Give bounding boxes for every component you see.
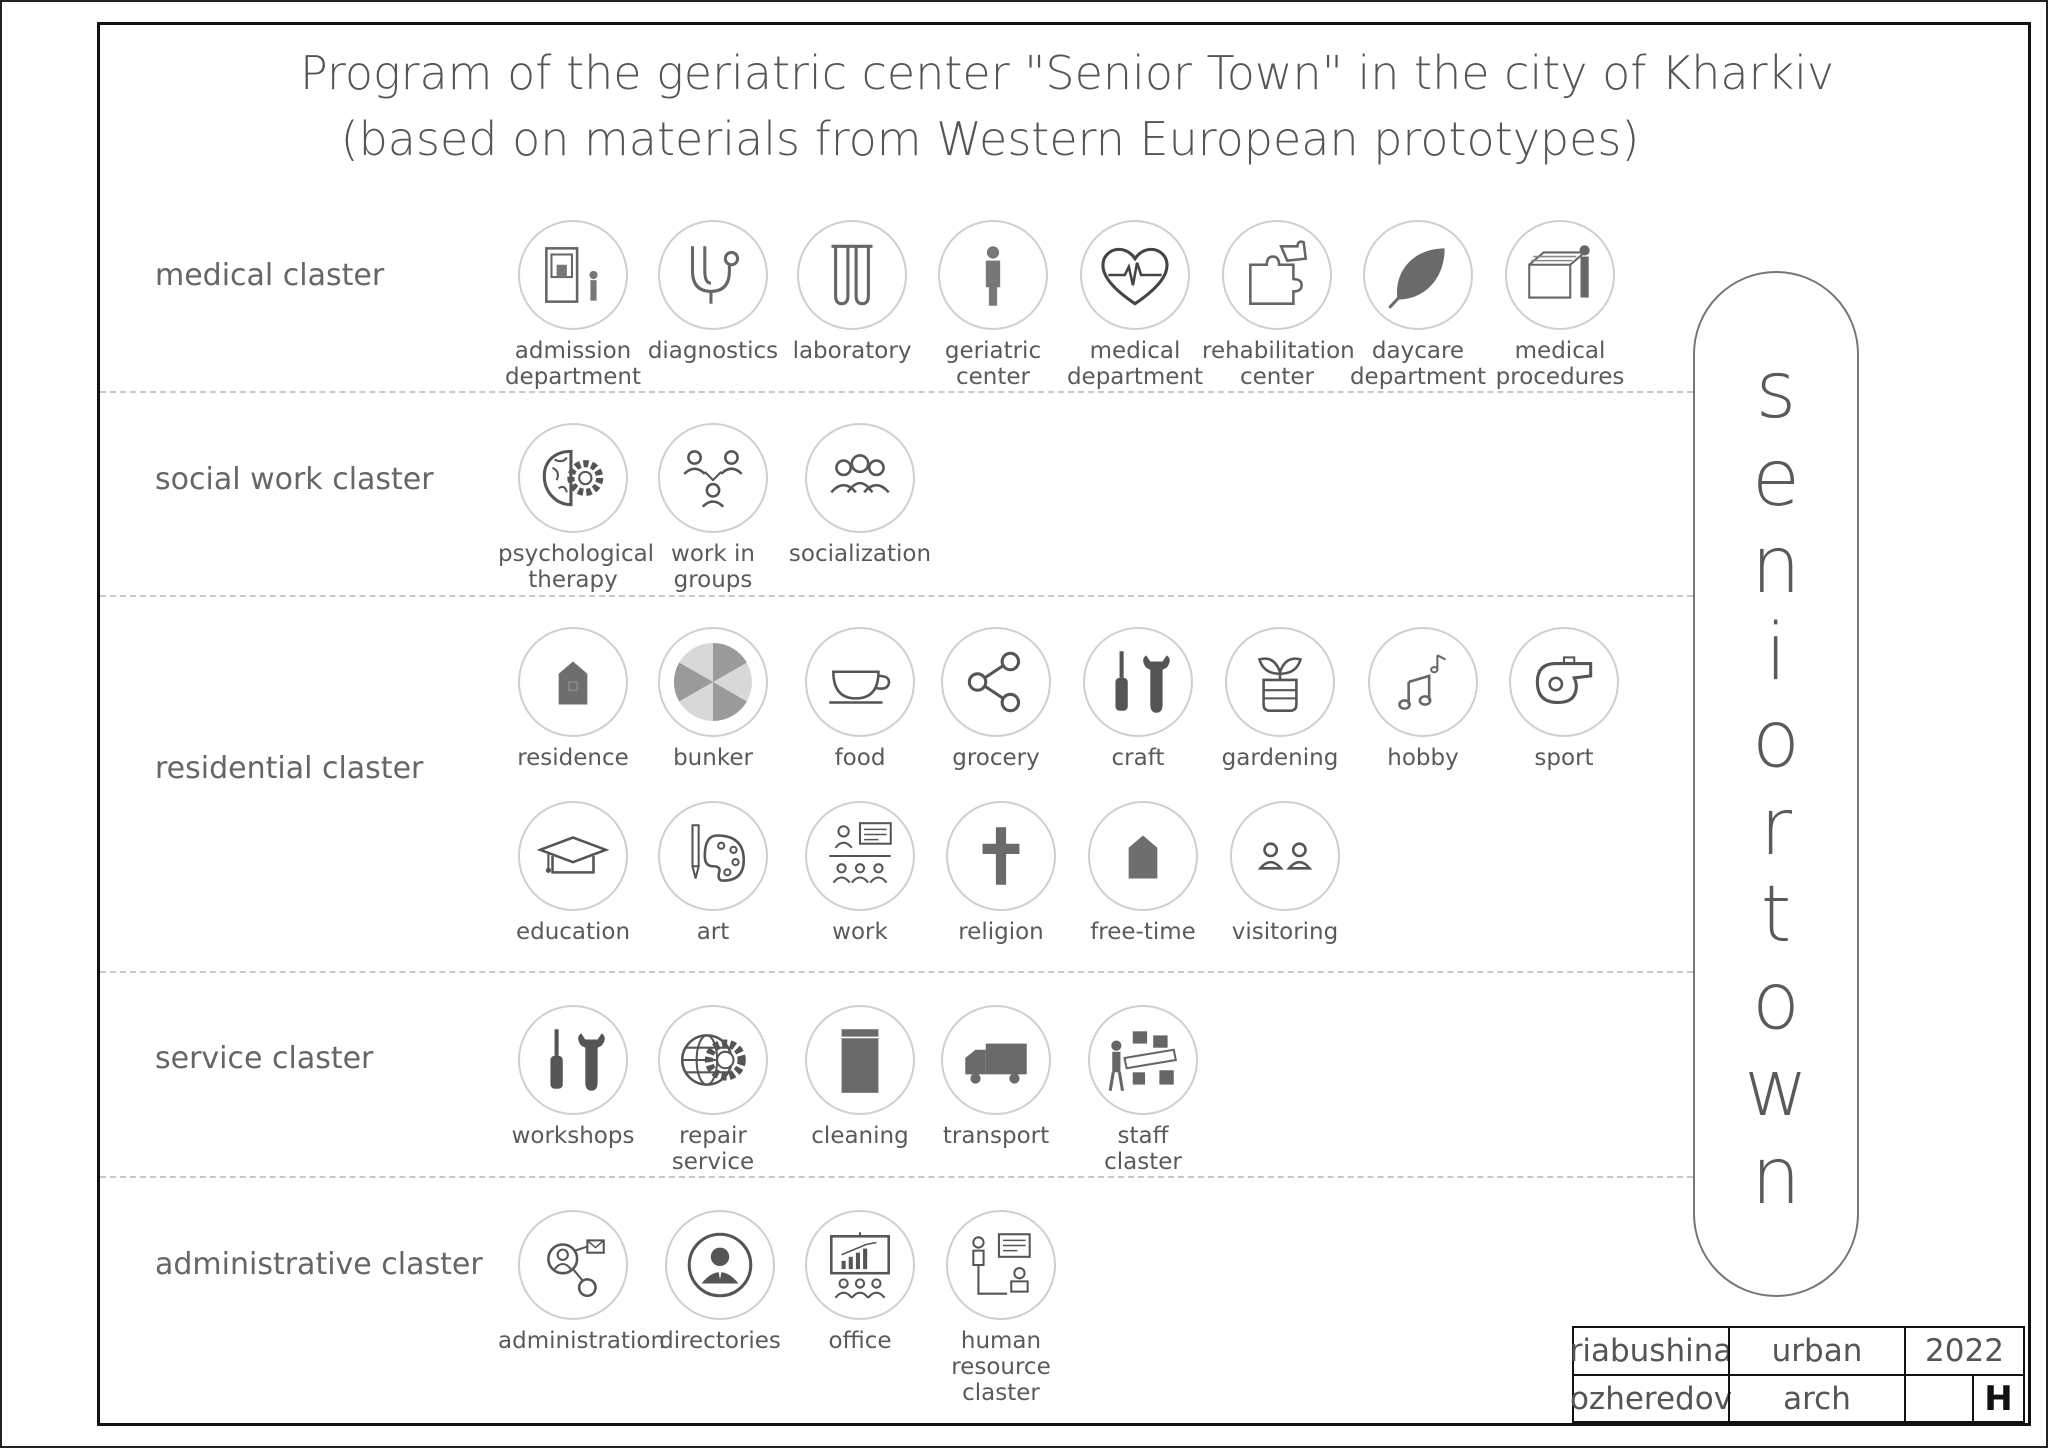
teacup-icon <box>819 641 901 723</box>
cross-icon <box>960 815 1042 897</box>
door-icon <box>819 1019 901 1101</box>
network-user-icon <box>532 1224 614 1306</box>
item-socialization <box>785 423 935 567</box>
item-psychological-therapy <box>498 423 655 593</box>
item-label: human resource claster <box>951 1328 1051 1406</box>
palette-icon <box>672 815 754 897</box>
title-line-1: Program of the geriatric center "Senior Town" in the city of Kharkiv <box>300 46 1835 100</box>
item-label: work in groups <box>671 541 755 593</box>
item-label: medical department <box>1066 338 1204 390</box>
graduation-cap-icon <box>532 815 614 897</box>
person-icon <box>952 234 1034 316</box>
item-transport <box>921 1005 1071 1149</box>
item-work-in-groups <box>638 423 788 593</box>
title-block-empty-cell <box>1904 1374 1974 1423</box>
item-label: craft <box>1111 745 1165 771</box>
item-grocery <box>921 627 1071 771</box>
divider-1 <box>100 391 1693 393</box>
item-label: gardening <box>1221 745 1339 771</box>
item-label: workshops <box>511 1123 635 1149</box>
title-block-dept-2: arch <box>1728 1374 1906 1423</box>
item-label: office <box>828 1328 892 1354</box>
cluster-label-service: service claster <box>155 1041 374 1076</box>
item-label: transport <box>942 1123 1050 1149</box>
tools-icon <box>1097 641 1179 723</box>
item-workshops <box>498 1005 648 1149</box>
procedure-icon <box>1519 234 1601 316</box>
item-laboratory <box>777 220 927 364</box>
globe-gear-icon <box>672 1019 754 1101</box>
item-label: staff claster <box>1104 1123 1182 1175</box>
item-label: art <box>696 919 730 945</box>
pill-letter: e <box>1752 433 1800 524</box>
item-label: cleaning <box>811 1123 909 1149</box>
item-medical-department <box>1060 220 1210 390</box>
senior-town-pill <box>1693 271 1859 1297</box>
share-icon <box>955 641 1037 723</box>
hr-icon <box>960 1224 1042 1306</box>
item-medical-procedures <box>1485 220 1635 390</box>
item-label: free-time <box>1090 919 1196 945</box>
item-religion <box>926 801 1076 945</box>
house-icon <box>1102 815 1184 897</box>
cluster-label-residential: residential claster <box>155 751 424 786</box>
item-staff-claster <box>1068 1005 1218 1175</box>
puzzle-icon <box>1236 234 1318 316</box>
pill-letter: t <box>1760 869 1792 960</box>
divider-4 <box>100 1176 1693 1178</box>
item-label: socialization <box>788 541 932 567</box>
pill-letter: w <box>1744 1044 1808 1135</box>
pill-letter: o <box>1752 957 1800 1048</box>
pill-letter: i <box>1765 608 1787 699</box>
item-directories <box>645 1210 795 1354</box>
item-free-time <box>1068 801 1218 945</box>
item-sport <box>1489 627 1639 771</box>
item-cleaning <box>785 1005 935 1149</box>
title-block-year: 2022 <box>1904 1326 2025 1376</box>
cluster-label-administrative: administrative claster <box>155 1247 483 1282</box>
pinwheel-icon <box>672 641 754 723</box>
item-label: sport <box>1534 745 1594 771</box>
title-line-2: (based on materials from Western European prototypes) <box>340 112 1640 166</box>
item-office <box>785 1210 935 1354</box>
cluster-label-social-work: social work claster <box>155 462 434 497</box>
group-network-icon <box>672 437 754 519</box>
item-label: rehabilitation center <box>1202 338 1355 390</box>
house-icon <box>532 641 614 723</box>
item-label: education <box>515 919 631 945</box>
admission-icon <box>532 234 614 316</box>
pill-letter: n <box>1751 520 1801 611</box>
item-craft <box>1063 627 1213 771</box>
item-label: work <box>832 919 888 945</box>
item-education <box>498 801 648 945</box>
chart-board-icon <box>819 1224 901 1306</box>
item-admission-department <box>498 220 648 390</box>
item-hobby <box>1348 627 1498 771</box>
item-gardening <box>1205 627 1355 771</box>
divider-2 <box>100 595 1693 597</box>
presentation-icon <box>819 815 901 897</box>
people-icon <box>819 437 901 519</box>
director-icon <box>679 1224 761 1306</box>
whistle-icon <box>1523 641 1605 723</box>
item-label: geriatric center <box>944 338 1042 390</box>
cluster-label-medical: medical claster <box>155 258 385 293</box>
item-work <box>785 801 935 945</box>
item-art <box>638 801 788 945</box>
item-label: daycare department <box>1349 338 1487 390</box>
item-label: visitoring <box>1231 919 1339 945</box>
divider-3 <box>100 971 1693 973</box>
worker-boxes-icon <box>1102 1019 1184 1101</box>
item-diagnostics <box>638 220 788 364</box>
item-label: repair service <box>671 1123 755 1175</box>
plant-icon <box>1239 641 1321 723</box>
pill-letter: o <box>1752 695 1800 786</box>
item-label: food <box>834 745 886 771</box>
item-rehabilitation-center <box>1202 220 1355 390</box>
visitors-icon <box>1244 815 1326 897</box>
item-food <box>785 627 935 771</box>
diagram-title <box>300 40 1835 172</box>
leaf-icon <box>1377 234 1459 316</box>
test-tubes-icon <box>811 234 893 316</box>
item-geriatric-center <box>918 220 1068 390</box>
item-residence <box>498 627 648 771</box>
item-label: medical procedures <box>1495 338 1625 390</box>
truck-icon <box>955 1019 1037 1101</box>
item-label: directories <box>659 1328 781 1354</box>
item-label: laboratory <box>792 338 912 364</box>
item-human-resource-claster <box>926 1210 1076 1406</box>
item-repair-service <box>638 1005 788 1175</box>
tools-icon <box>532 1019 614 1101</box>
item-label: diagnostics <box>647 338 779 364</box>
item-label: bunker <box>673 745 753 771</box>
item-label: psychological therapy <box>498 541 655 593</box>
item-label: administration <box>498 1328 666 1354</box>
item-visitoring <box>1210 801 1360 945</box>
title-block-author-1: riabushina <box>1572 1326 1730 1376</box>
item-label: religion <box>958 919 1044 945</box>
heart-pulse-icon <box>1094 234 1176 316</box>
title-block-author-2: ozheredov <box>1572 1374 1730 1423</box>
stethoscope-icon <box>672 234 754 316</box>
title-block-dept-1: urban <box>1728 1326 1906 1376</box>
brain-gear-icon <box>532 437 614 519</box>
pill-letter: n <box>1751 1131 1801 1222</box>
item-label: residence <box>517 745 629 771</box>
pill-letter: r <box>1759 782 1793 873</box>
music-note-icon <box>1382 641 1464 723</box>
item-label: admission department <box>504 338 642 390</box>
item-daycare-department <box>1343 220 1493 390</box>
title-block-logo: Н <box>1972 1374 2025 1423</box>
item-bunker <box>638 627 788 771</box>
item-administration <box>498 1210 666 1354</box>
pill-letter: s <box>1755 346 1797 437</box>
item-label: hobby <box>1387 745 1459 771</box>
item-label: grocery <box>952 745 1040 771</box>
